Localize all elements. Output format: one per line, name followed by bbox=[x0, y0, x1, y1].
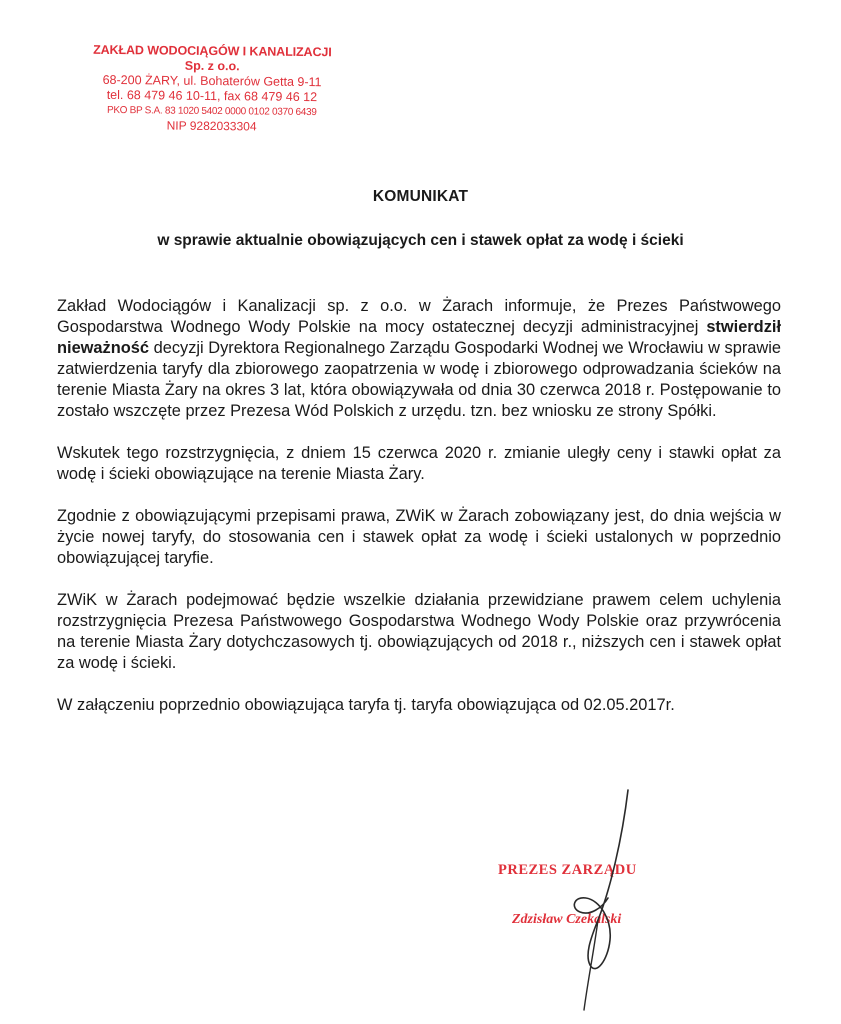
paragraph-1-emphasis: stwierdził nieważność bbox=[57, 318, 781, 357]
signature-name: Zdzisław Czekalski bbox=[512, 912, 622, 927]
paragraph-1-end: decyzji Dyrektora Regionalnego Zarządu Gospodarki Wodnej we Wrocławiu w sprawie zatwierdzenia taryfy dla zbiorowego zaopatrzenia w wodę i zbiorowego odprowadzania ścieków na terenie Miasta Żary na okres 3 lat, która obowiązywała od dnia 30 czerwca 2018 r. Postępowanie to zostało wszczęte przez Prezesa Wód Polskich z urzędu. tzn. bez wniosku ze strony Spółki. bbox=[57, 339, 781, 420]
document-title: KOMUNIKAT bbox=[372, 188, 469, 205]
document-body bbox=[57, 296, 781, 737]
stamp-nip: NIP 9282033304 bbox=[166, 118, 257, 134]
stamp-bank-account: PKO BP S.A. 83 1020 5402 0000 0102 0370 6439 bbox=[106, 104, 317, 119]
stamp-company-name: ZAKŁAD WODOCIĄGÓW I KANALIZACJI bbox=[93, 42, 332, 60]
paragraph-1 bbox=[57, 296, 781, 422]
company-stamp bbox=[84, 43, 341, 136]
signature-role: PREZES ZARZĄDU bbox=[498, 862, 637, 878]
paragraph-1-start: Zakład Wodociągów i Kanalizacji sp. z o.o. w Żarach informuje, że Prezes Państwowego Gospodarstwa Wodnego Wody Polskie na mocy ostatecznej decyzji administracyjnej bbox=[57, 297, 781, 336]
stamp-address: 68-200 ŻARY, ul. Bohaterów Getta 9-11 bbox=[102, 72, 322, 90]
paragraph-4: ZWiK w Żarach podejmować będzie wszelkie działania przewidziane prawem celem uchylenia rozstrzygnięcia Prezesa Państwowego Gospodarstwa Wodnego Wody Polskie oraz przywrócenia na terenie Miasta Żary dotychczasowych tj. obowiązujących od 2018 r., niższych cen i stawek opłat za wodę i ścieki. bbox=[57, 591, 781, 672]
stamp-legal-form: Sp. z o.o. bbox=[184, 58, 240, 74]
stamp-phone: tel. 68 479 46 10-11, fax 68 479 46 12 bbox=[106, 87, 318, 105]
document-subtitle: w sprawie aktualnie obowiązujących cen i stawek opłat za wodę i ścieki bbox=[157, 232, 684, 249]
paragraph-2: Wskutek tego rozstrzygnięcia, z dniem 15 czerwca 2020 r. zmianie uległy ceny i stawki opłat za wodę i ścieki obowiązujące na terenie Miasta Żary. bbox=[57, 444, 781, 483]
handwritten-signature bbox=[490, 780, 710, 1020]
paragraph-3: Zgodnie z obowiązującymi przepisami prawa, ZWiK w Żarach zobowiązany jest, do dnia wejścia w życie nowej taryfy, do stosowania cen i stawek opłat za wodę i ścieki ustalonych w poprzednio obowiązującej taryfie. bbox=[57, 507, 781, 567]
paragraph-5: W załączeniu poprzednio obowiązująca taryfa tj. taryfa obowiązująca od 02.05.2017r. bbox=[57, 696, 675, 714]
